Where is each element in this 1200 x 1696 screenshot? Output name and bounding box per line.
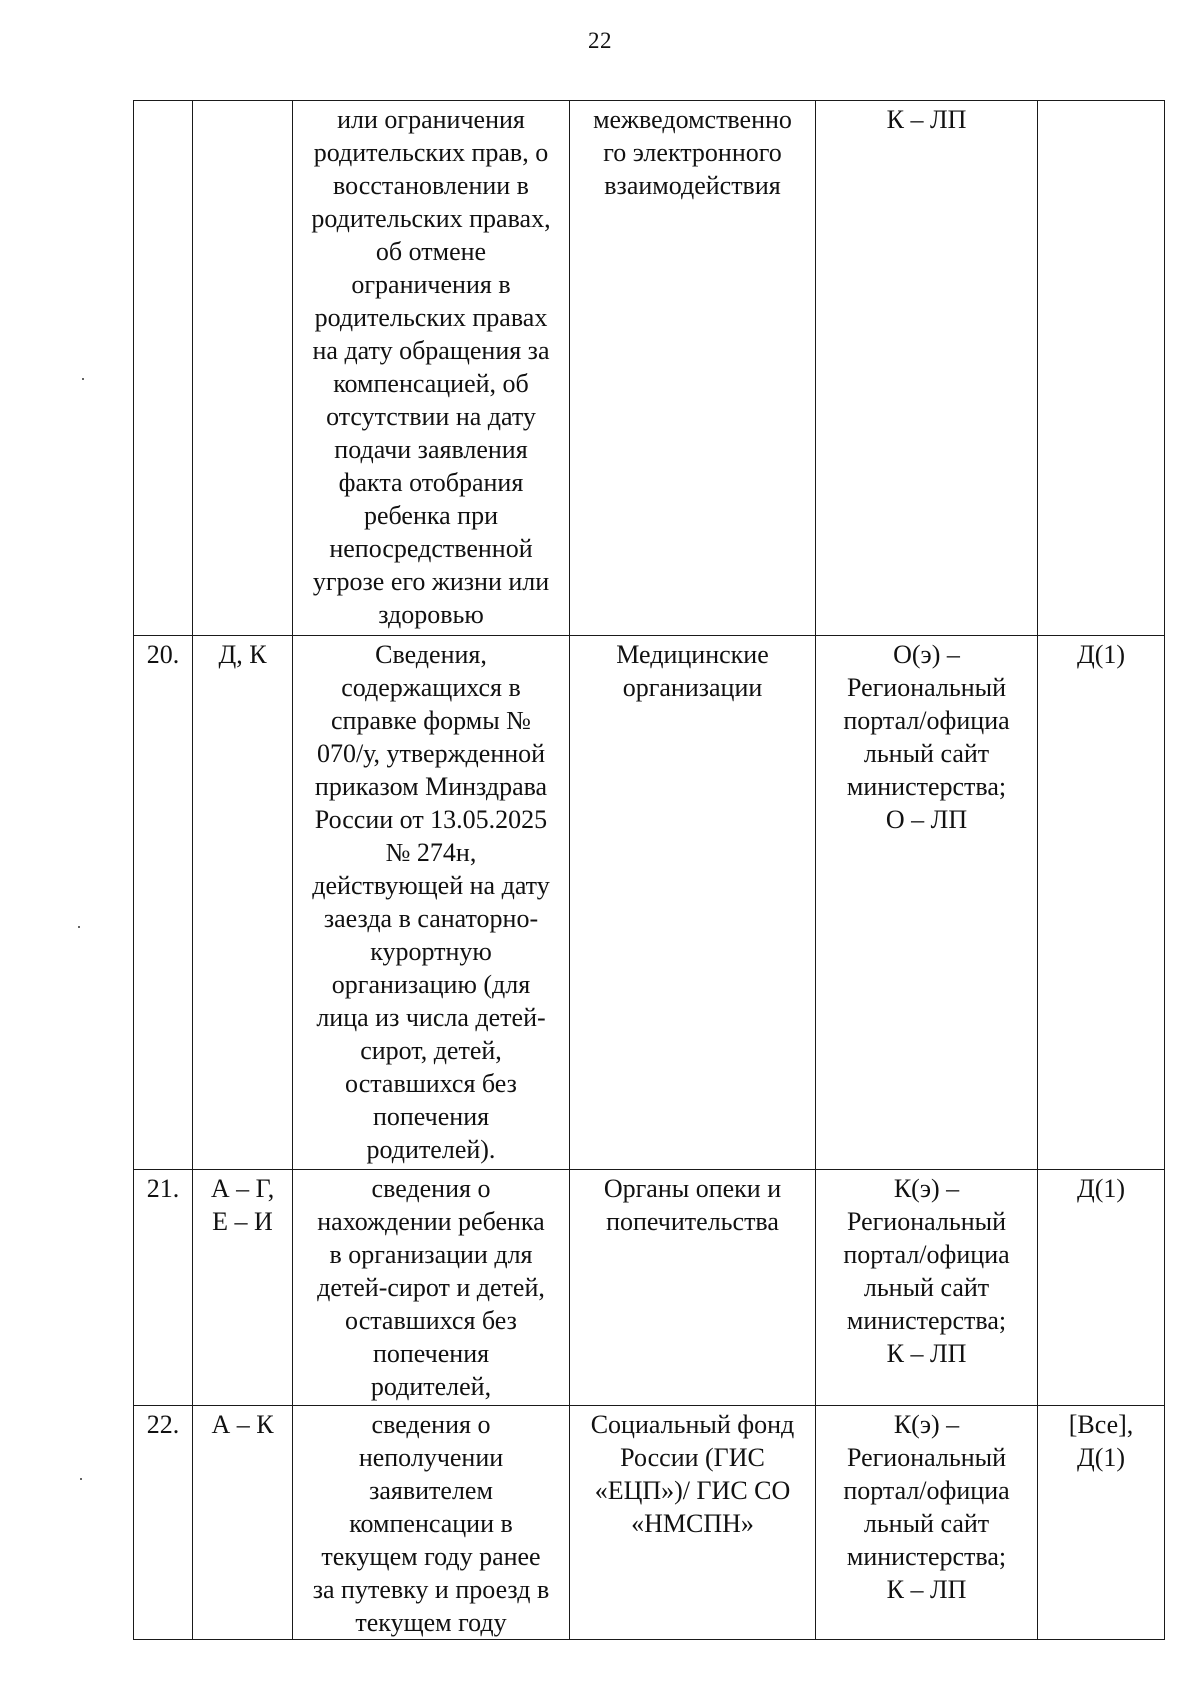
method-text: О(э) – Региональный портал/официа льный сайт министерства; О – ЛП — [843, 640, 1010, 834]
document-cell — [293, 1406, 570, 1640]
method-cell — [816, 1406, 1038, 1640]
row-number: 22. — [146, 1410, 180, 1439]
document-text: сведения о неполучении заявителем компенсации в текущем году ранее за путевку и проезд в текущем году — [312, 1410, 550, 1637]
scan-speck — [82, 378, 84, 380]
note-text: [Все], Д(1) — [1068, 1410, 1134, 1472]
source-text: межведомственно го электронного взаимодействия — [593, 105, 792, 200]
source-text: Социальный фонд России (ГИС «ЕЦП»)/ ГИС СО «НМСПН» — [590, 1410, 795, 1538]
note-text: Д(1) — [1076, 1174, 1126, 1203]
note-cell — [1038, 1406, 1165, 1640]
method-cell — [816, 636, 1038, 1170]
note-cell — [1038, 1170, 1165, 1406]
row-number-cell — [134, 636, 193, 1170]
note-cell — [1038, 101, 1165, 636]
source-text: Медицинские организации — [616, 640, 769, 702]
table-row — [134, 636, 1165, 1170]
source-cell — [570, 101, 816, 636]
document-text: Сведения, содержащихся в справке формы № 070/у, утвержденной приказом Минздрава России от 13.05.2025 № 274н, действующей на дату заезда в санаторно- курортную организацию (для лица из числа детей- сирот, детей, оставшихся без попечения родителей). — [312, 640, 550, 1164]
table-row — [134, 1406, 1165, 1640]
table-row — [134, 1170, 1165, 1406]
document-cell — [293, 101, 570, 636]
document-text: сведения о нахождении ребенка в организации для детей-сирот и детей, оставшихся без попечения родителей, — [317, 1174, 545, 1401]
category-cell — [193, 101, 293, 636]
scan-speck — [78, 926, 80, 928]
row-number-cell — [134, 101, 193, 636]
method-cell — [816, 101, 1038, 636]
source-text: Органы опеки и попечительства — [603, 1174, 782, 1236]
row-number-cell — [134, 1170, 193, 1406]
note-text: Д(1) — [1076, 640, 1126, 669]
scan-speck — [80, 1478, 82, 1480]
table-row — [134, 101, 1165, 636]
row-number: 21. — [146, 1174, 180, 1203]
category-text: А – К — [211, 1410, 274, 1439]
document-table — [133, 100, 1165, 1640]
source-cell — [570, 1406, 816, 1640]
page-number: 22 — [588, 28, 612, 53]
category-cell — [193, 636, 293, 1170]
source-cell — [570, 636, 816, 1170]
category-cell — [193, 1170, 293, 1406]
document-text: или ограничения родительских прав, о восстановлении в родительских правах, об отмене ограничения в родительских правах на дату обращения за компенсацией, об отсутствии на дату подачи заявления факта отобрания ребенка при непосредственной угрозе его жизни или здоровью — [311, 105, 551, 629]
method-cell — [816, 1170, 1038, 1406]
row-number-cell — [134, 1406, 193, 1640]
method-text: К(э) – Региональный портал/официа льный сайт министерства; К – ЛП — [843, 1410, 1010, 1604]
category-text: Д, К — [218, 640, 267, 669]
category-text: А – Г, Е – И — [210, 1174, 275, 1236]
document-cell — [293, 636, 570, 1170]
method-text: К(э) – Региональный портал/официа льный сайт министерства; К – ЛП — [843, 1174, 1010, 1368]
note-cell — [1038, 636, 1165, 1170]
row-number: 20. — [146, 640, 180, 669]
category-cell — [193, 1406, 293, 1640]
source-cell — [570, 1170, 816, 1406]
document-cell — [293, 1170, 570, 1406]
method-text: К – ЛП — [886, 105, 967, 134]
